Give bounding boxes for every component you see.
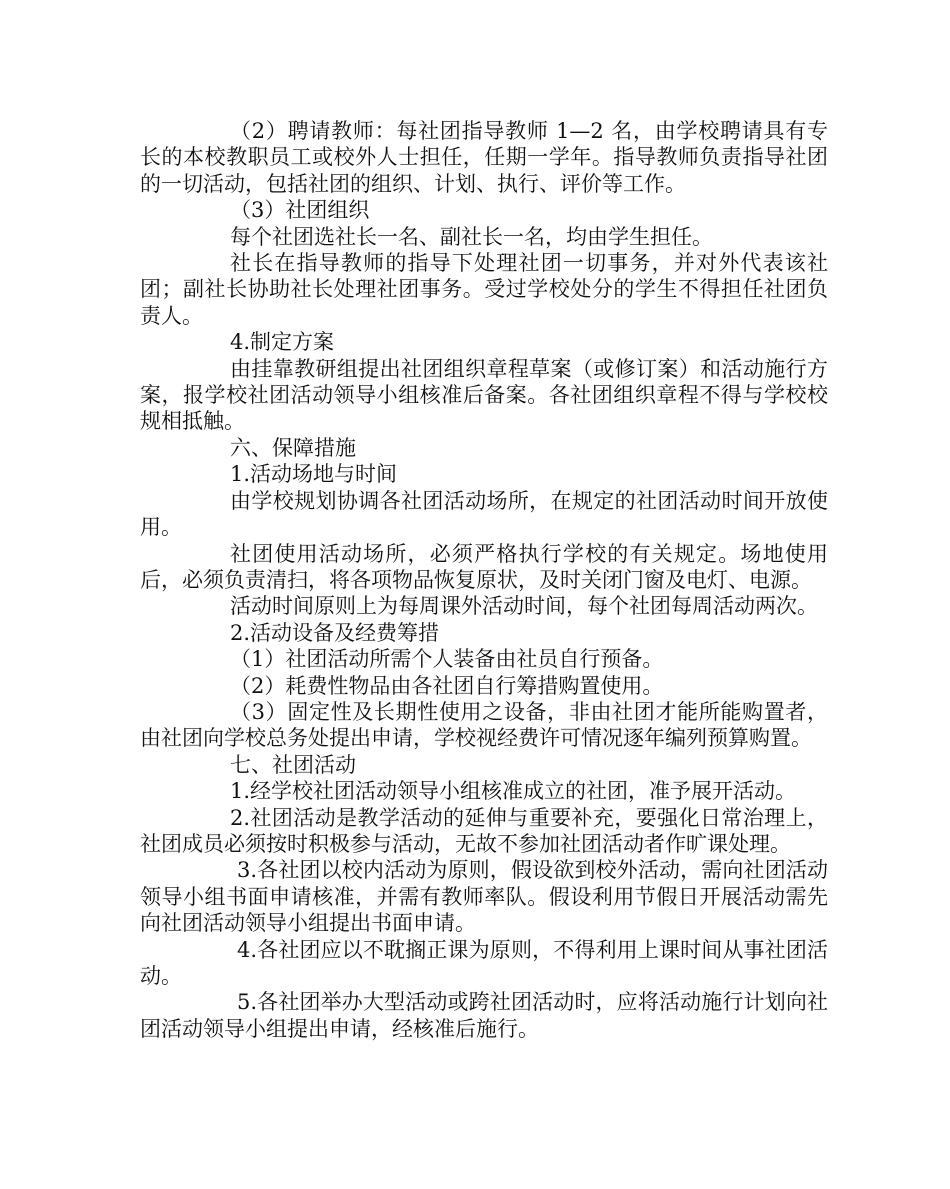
paragraph-consumables: （2）耗费性物品由各社团自行筹措购置使用。 <box>230 673 664 698</box>
paragraph-activity-rule-2: 2.社团活动是教学活动的延伸与重要补充，要强化日常治理上，社团成员必须按时积极参与活动，无故不参加社团活动者作旷课处理。 <box>140 805 828 856</box>
paragraph-activity-rule-3: 3.各社团以校内活动为原则，假设欲到校外活动，需向社团活动领导小组书面申请核准，并需有教师率队。假设利用节假日开展活动需先向社团活动领导小组提出书面申请。 <box>140 858 828 936</box>
paragraph-leader-duties: 社长在指导教师的指导下处理社团一切事务，并对外代表该社团；副社长协助社长处理社团事务。受过学校处分的学生不得担任社团负责人。 <box>140 251 828 328</box>
paragraph-venue-coordination: 由学校规划协调各社团活动场所，在规定的社团活动时间开放使用。 <box>140 488 828 540</box>
section-heading-guarantee: 六、保障措施 <box>230 435 356 460</box>
paragraph-activity-rule-4: 4.各社团应以不耽搁正课为原则，不得利用上课时间从事社团活动。 <box>140 937 828 988</box>
heading-club-organization: （3）社团组织 <box>230 198 370 223</box>
paragraph-activity-rule-1: 1.经学校社团活动领导小组核准成立的社团，准予展开活动。 <box>230 779 797 804</box>
paragraph-plan-details: 由挂靠教研组提出社团组织章程草案（或修订案）和活动施行方案，报学校社团活动领导小组核准后备案。各社团组织章程不得与学校校规相抵触。 <box>140 356 828 434</box>
paragraph-fixed-equipment: （3）固定性及长期性使用之设备，非由社团才能所能购置者，由社团向学校总务处提出申请，学校视经费许可情况逐年编列预算购置。 <box>140 699 828 751</box>
paragraph-venue-rules: 社团使用活动场所，必须严格执行学校的有关规定。场地使用后，必须负责清扫，将各项物品恢复原状，及时关闭门窗及电灯、电源。 <box>140 541 828 592</box>
heading-equipment-funding: 2.活动设备及经费筹措 <box>230 620 440 645</box>
paragraph-hire-teachers: （2）聘请教师：每社团指导教师 1—2 名，由学校聘请具有专长的本校教职员工或校外人士担任，任期一学年。指导教师负责指导社团的一切活动，包括社团的组织、计划、执行、评价等工作。 <box>140 119 828 196</box>
paragraph-personal-equipment: （1）社团活动所需个人装备由社员自行预备。 <box>230 647 664 672</box>
heading-venue-time: 1.活动场地与时间 <box>230 462 398 487</box>
paragraph-club-leaders: 每个社团选社长一名、副社长一名，均由学生担任。 <box>230 224 713 249</box>
document-body <box>140 118 828 1042</box>
section-heading-club-activities: 七、社团活动 <box>230 752 356 777</box>
paragraph-activity-time: 活动时间原则上为每周课外活动时间，每个社团每周活动两次。 <box>230 594 818 619</box>
paragraph-activity-rule-5: 5.各社团举办大型活动或跨社团活动时，应将活动施行计划向社团活动领导小组提出申请，经核准后施行。 <box>140 990 828 1041</box>
heading-make-plan: 4.制定方案 <box>230 330 335 355</box>
